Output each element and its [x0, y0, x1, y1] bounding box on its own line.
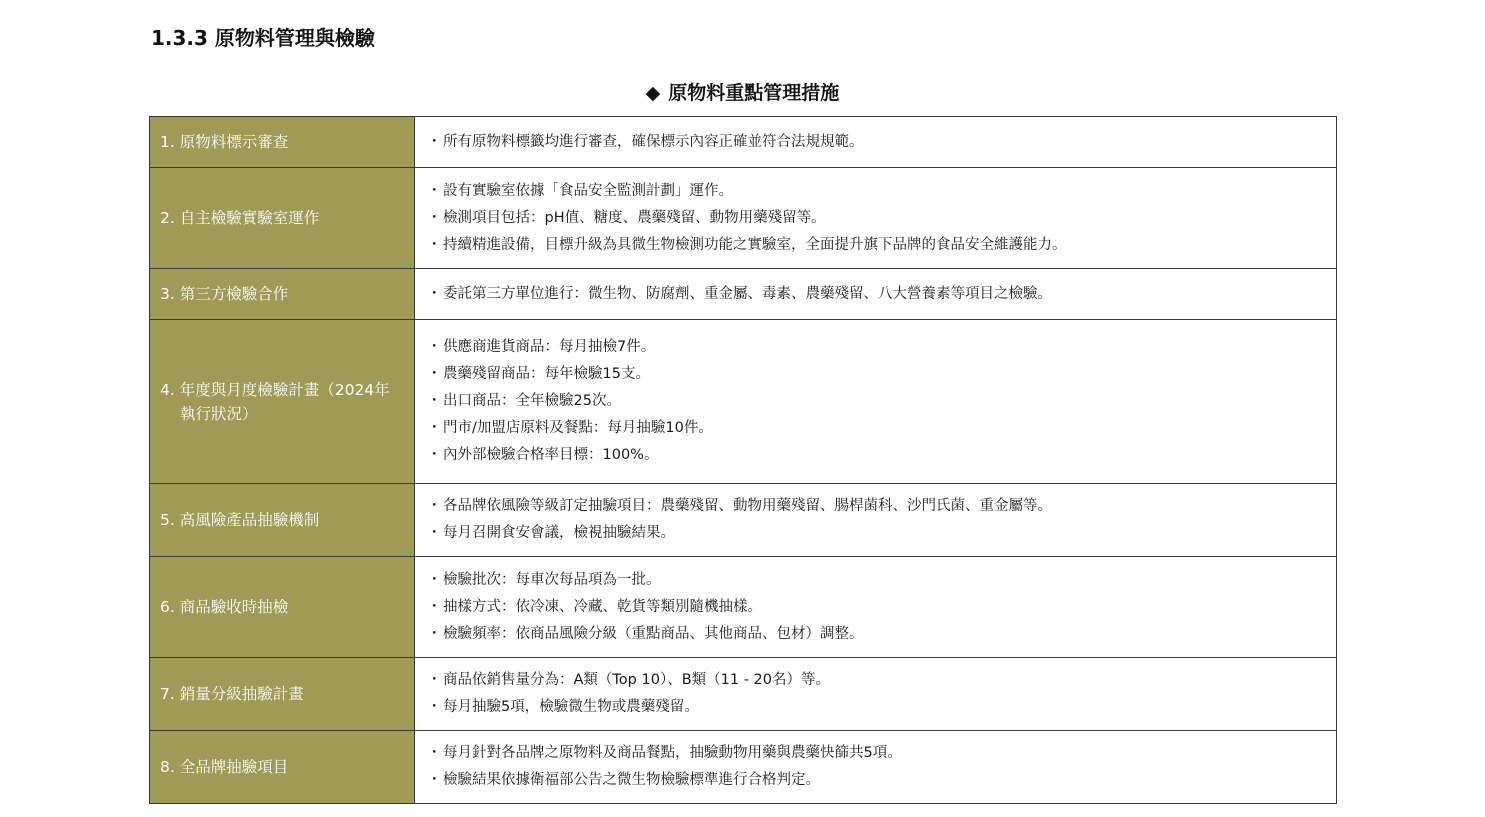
bullet-item: ・ 農藥殘留商品：每年檢驗15支。	[427, 366, 650, 382]
detail-cell	[415, 484, 1337, 557]
table-row	[150, 269, 1337, 320]
bullet-item: ・ 檢測項目包括：pH值、糖度、農藥殘留、動物用藥殘留等。	[427, 209, 826, 226]
bullet-item: ・ 出口商品：全年檢驗25次。	[427, 393, 621, 409]
table-row	[150, 320, 1337, 484]
category-cell	[150, 168, 415, 269]
category-label: 4. 年度與月度檢驗計畫（2024年執行狀況）	[160, 380, 390, 423]
table-row	[150, 658, 1337, 731]
category-cell	[150, 731, 415, 804]
bullet-item: ・ 每月針對各品牌之原物料及商品餐點，抽驗動物用藥與農藥快篩共5項。	[427, 745, 902, 761]
detail-cell	[415, 731, 1337, 804]
category-cell	[150, 658, 415, 731]
bullet-item: ・ 供應商進貨商品：每月抽檢7件。	[427, 339, 656, 355]
category-label: 5. 高風險產品抽驗機制	[160, 511, 320, 529]
table-row	[150, 117, 1337, 168]
bullet-item: ・ 檢驗批次：每車次每品項為一批。	[427, 571, 661, 588]
table-subtitle	[0, 79, 1485, 107]
category-cell	[150, 320, 415, 484]
bullet-item: ・ 每月抽驗5項，檢驗微生物或農藥殘留。	[427, 699, 699, 715]
detail-cell	[415, 269, 1337, 320]
subtitle-text: 原物料重點管理措施	[668, 82, 840, 104]
bullet-item: ・ 門市/加盟店原料及餐點：每月抽驗10件。	[427, 420, 713, 436]
bullet-item: ・ 檢驗結果依據衛福部公告之微生物檢驗標準進行合格判定。	[427, 772, 820, 788]
table-row	[150, 731, 1337, 804]
bullet-item: ・ 每月召開食安會議，檢視抽驗結果。	[427, 525, 675, 541]
category-label: 7. 銷量分級抽驗計畫	[160, 685, 304, 703]
bullet-item: ・ 各品牌依風險等級訂定抽驗項目：農藥殘留、動物用藥殘留、腸桿菌科、沙門氏菌、重金屬等。	[427, 498, 1052, 514]
bullet-item: ・ 檢驗頻率：依商品風險分級（重點商品、其他商品、包材）調整。	[427, 625, 864, 642]
bullet-item: ・ 商品依銷售量分為：A類（Top 10）、B類（11 - 20名）等。	[427, 672, 830, 688]
category-label: 8. 全品牌抽驗項目	[160, 758, 289, 776]
bullet-item: ・ 抽樣方式：依冷凍、冷藏、乾貨等類別隨機抽樣。	[427, 598, 762, 615]
category-cell	[150, 269, 415, 320]
detail-cell	[415, 320, 1337, 484]
bullet-item: ・ 內外部檢驗合格率目標：100%。	[427, 447, 659, 463]
table-row	[150, 484, 1337, 557]
table-row	[150, 557, 1337, 658]
category-cell	[150, 557, 415, 658]
category-label: 1. 原物料標示審查	[160, 133, 289, 151]
section-title: 1.3.3 原物料管理與檢驗	[151, 26, 375, 50]
bullet-item: ・ 委託第三方單位進行：微生物、防腐劑、重金屬、毒素、農藥殘留、八大營養素等項目之檢驗。	[427, 285, 1052, 302]
category-label: 6. 商品驗收時抽檢	[160, 598, 289, 616]
management-measures-table	[149, 116, 1337, 804]
category-cell	[150, 117, 415, 168]
detail-cell	[415, 168, 1337, 269]
bullet-item: ・ 設有實驗室依據「食品安全監測計劃」運作。	[427, 182, 733, 199]
diamond-icon: ◆	[645, 82, 661, 104]
detail-cell	[415, 658, 1337, 731]
detail-cell	[415, 117, 1337, 168]
detail-cell	[415, 557, 1337, 658]
bullet-item: ・ 所有原物料標籤均進行審查，確保標示內容正確並符合法規規範。	[427, 133, 864, 150]
table-row	[150, 168, 1337, 269]
category-label: 2. 自主檢驗實驗室運作	[160, 209, 320, 227]
category-label: 3. 第三方檢驗合作	[160, 285, 289, 303]
bullet-item: ・ 持續精進設備，目標升級為具微生物檢測功能之實驗室，全面提升旗下品牌的食品安全維護能力。	[427, 236, 1067, 253]
category-cell	[150, 484, 415, 557]
